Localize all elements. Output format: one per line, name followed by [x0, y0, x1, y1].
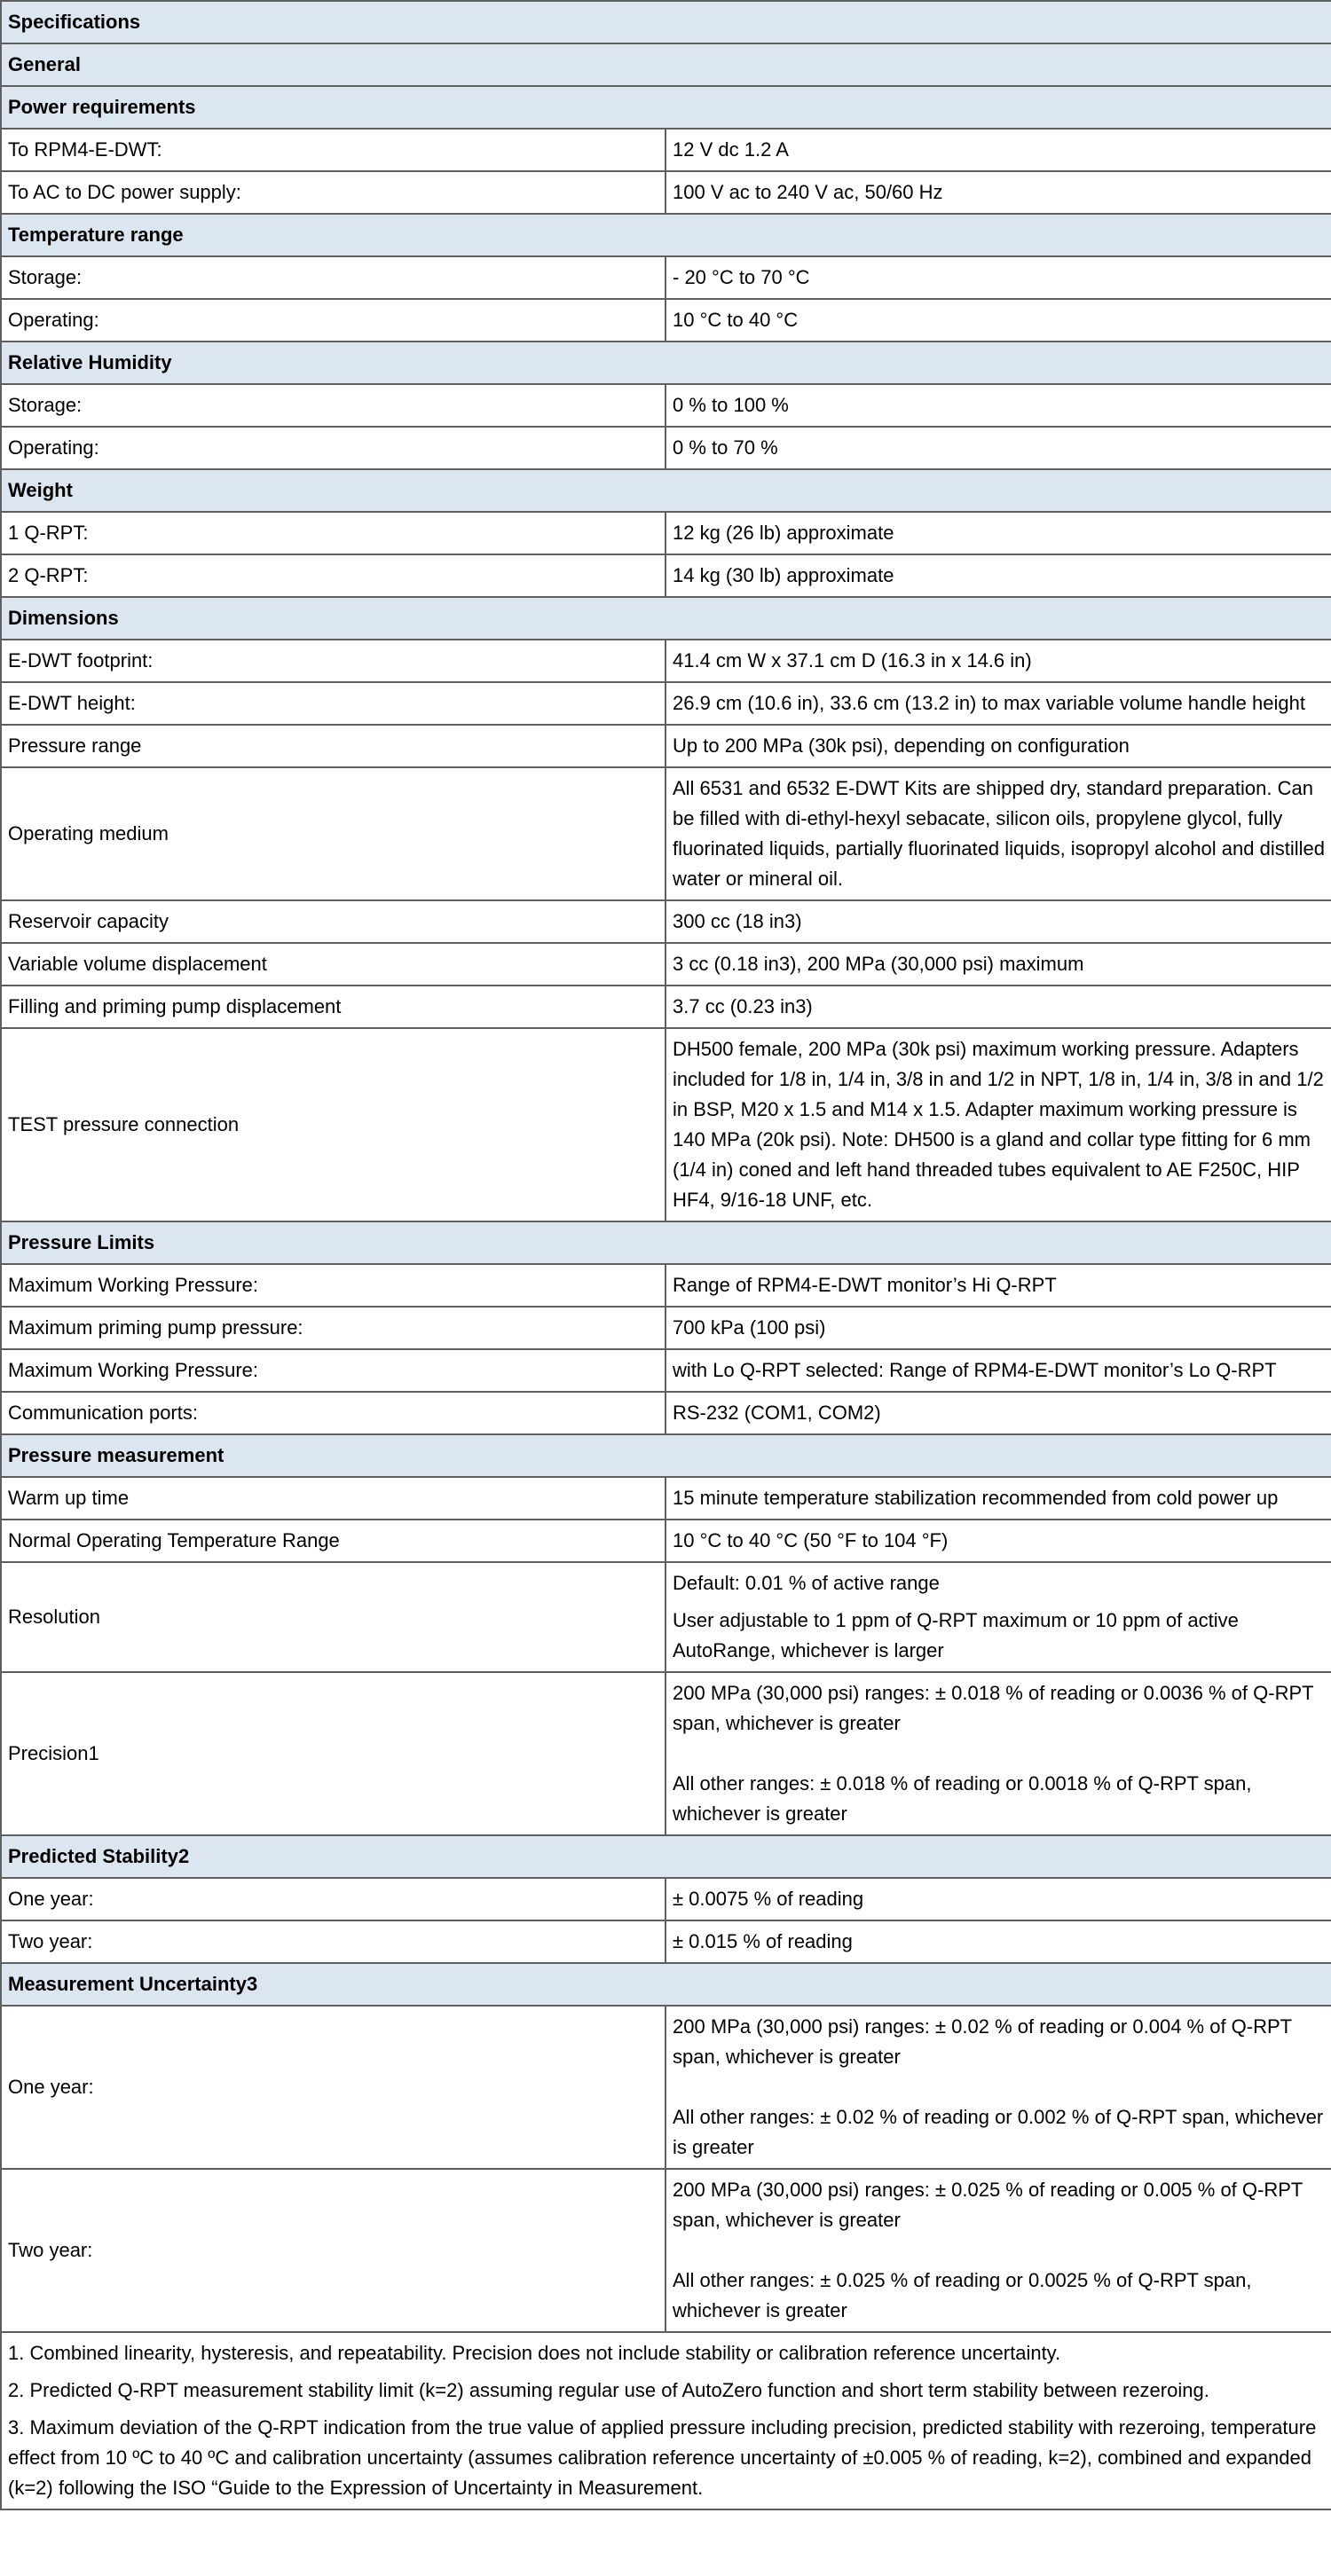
spec-label: One year: — [1, 1878, 666, 1920]
spec-value — [666, 1307, 1331, 1349]
spec-value — [666, 1028, 1331, 1221]
footnotes — [1, 2332, 1331, 2509]
section-heading: Dimensions — [1, 597, 1331, 640]
spec-label: Pressure range — [1, 725, 666, 767]
spec-value — [666, 640, 1331, 682]
spec-label: TEST pressure connection — [1, 1028, 666, 1221]
spec-value — [666, 1920, 1331, 1963]
spec-value-text: 0 % to 100 % — [673, 394, 789, 416]
spec-value — [666, 1392, 1331, 1434]
spec-value — [666, 1264, 1331, 1307]
table-row — [1, 900, 1331, 943]
table-row — [1, 1028, 1331, 1221]
spec-value — [666, 427, 1331, 469]
table-row — [1, 2169, 1331, 2332]
spec-label: To AC to DC power supply: — [1, 171, 666, 214]
spec-value-text: Default: 0.01 % of active range — [673, 1572, 940, 1594]
spec-value — [666, 1349, 1331, 1392]
table-title-row — [1, 1, 1331, 43]
spec-value-text: All other ranges: ± 0.018 % of reading or 0.0018 % of Q-RPT span, whichever is greater — [673, 1772, 1252, 1825]
table-row — [1, 1878, 1331, 1920]
table-row — [1, 1477, 1331, 1520]
spec-value-text: ± 0.0075 % of reading — [673, 1888, 864, 1910]
spec-value-text: 200 MPa (30,000 psi) ranges: ± 0.02 % of reading or 0.004 % of Q-RPT span, whichever is greater — [673, 2015, 1292, 2068]
spec-value-text: 12 V dc 1.2 A — [673, 138, 789, 161]
table-row — [1, 682, 1331, 725]
footnote-1: 1. Combined linearity, hysteresis, and repeatability. Precision does not include stability or calibration reference uncertainty. — [8, 2342, 1061, 2364]
spec-label: Precision1 — [1, 1672, 666, 1835]
section-header-relative-humidity — [1, 342, 1331, 384]
spec-value — [666, 900, 1331, 943]
spec-value-text: User adjustable to 1 ppm of Q-RPT maximum or 10 ppm of active AutoRange, whichever is larger — [673, 1609, 1239, 1661]
section-heading: Pressure Limits — [1, 1221, 1331, 1264]
spec-value — [666, 554, 1331, 597]
spec-label: One year: — [1, 2006, 666, 2169]
specifications-body — [1, 1, 1331, 2509]
spec-label: Variable volume displacement — [1, 943, 666, 986]
table-row — [1, 299, 1331, 342]
spec-value-text: 3.7 cc (0.23 in3) — [673, 995, 813, 1017]
table-row — [1, 767, 1331, 900]
section-heading: Predicted Stability2 — [1, 1835, 1331, 1878]
spec-value — [666, 1672, 1331, 1835]
section-header-measurement-uncertainty3 — [1, 1963, 1331, 2006]
spec-value-text: 12 kg (26 lb) approximate — [673, 522, 894, 544]
spec-label: Warm up time — [1, 1477, 666, 1520]
table-row — [1, 129, 1331, 171]
spec-value-text: Range of RPM4-E-DWT monitor’s Hi Q-RPT — [673, 1274, 1057, 1296]
spec-value-text: 10 °C to 40 °C (50 °F to 104 °F) — [673, 1529, 949, 1551]
spec-value-text: 3 cc (0.18 in3), 200 MPa (30,000 psi) maximum — [673, 953, 1084, 975]
section-header-pressure-limits — [1, 1221, 1331, 1264]
spec-value — [666, 1477, 1331, 1520]
section-header-weight — [1, 469, 1331, 512]
table-row — [1, 427, 1331, 469]
table-row — [1, 1562, 1331, 1672]
spec-value-text: DH500 female, 200 MPa (30k psi) maximum working pressure. Adapters included for 1/8 in, 1/4 in, 3/8 in and 1/2 in NPT, 1/8 in, 1/4 in, 3/8 in and 1/2 in BSP, M20 x 1.5 and M14 x 1.5. Adapter maximum working pressure is 140 MPa (20k psi). Note: DH500 is a gland and collar type fitting for 6 mm (1/4 in) coned and left hand threaded tubes equivalent to AE F250C, HIP HF4, 9/16-18 UNF, etc. — [673, 1038, 1324, 1211]
spec-value-text: All other ranges: ± 0.025 % of reading or 0.0025 % of Q-RPT span, whichever is greater — [673, 2269, 1252, 2321]
spec-label: To RPM4-E-DWT: — [1, 129, 666, 171]
section-heading: Weight — [1, 469, 1331, 512]
spec-label: Storage: — [1, 256, 666, 299]
spec-value-text: 200 MPa (30,000 psi) ranges: ± 0.018 % of reading or 0.0036 % of Q-RPT span, whichever is greater — [673, 1682, 1314, 1734]
spec-value — [666, 2169, 1331, 2332]
spec-label: Operating: — [1, 299, 666, 342]
spec-value — [666, 1878, 1331, 1920]
spec-label: Maximum priming pump pressure: — [1, 1307, 666, 1349]
spec-value-text: 10 °C to 40 °C — [673, 309, 799, 331]
spec-value — [666, 1562, 1331, 1672]
spec-value — [666, 384, 1331, 427]
spec-label: Two year: — [1, 1920, 666, 1963]
spec-value-text: All 6531 and 6532 E-DWT Kits are shipped dry, standard preparation. Can be filled with di-ethyl-hexyl sebacate, silicon oils, propylene glycol, fully fluorinated liquids, partially fluorinated liquids, isopropyl alcohol and distilled water or mineral oil. — [673, 777, 1325, 890]
table-row — [1, 1392, 1331, 1434]
spec-label: Maximum Working Pressure: — [1, 1349, 666, 1392]
spec-value — [666, 725, 1331, 767]
table-row — [1, 986, 1331, 1028]
spec-value — [666, 986, 1331, 1028]
spec-label: Operating: — [1, 427, 666, 469]
table-row — [1, 512, 1331, 554]
table-row — [1, 1672, 1331, 1835]
spec-label: Normal Operating Temperature Range — [1, 1520, 666, 1562]
spec-value-text: - 20 °C to 70 °C — [673, 266, 810, 288]
table-row — [1, 2006, 1331, 2169]
spec-value — [666, 767, 1331, 900]
spec-value-text: ± 0.015 % of reading — [673, 1930, 853, 1952]
table-row — [1, 640, 1331, 682]
footnote-3: 3. Maximum deviation of the Q-RPT indication from the true value of applied pressure including precision, predicted stability with rezeroing, temperature effect from 10 ºC to 40 ºC and calibration uncertainty (assumes calibration reference uncertainty of ±0.005 % of reading, k=2), combined and expanded (k=2) following the ISO “Guide to the Expression of Uncertainty in Measurement. — [8, 2416, 1317, 2499]
spec-value — [666, 299, 1331, 342]
spec-label: 1 Q-RPT: — [1, 512, 666, 554]
spec-value — [666, 682, 1331, 725]
section-header-dimensions — [1, 597, 1331, 640]
section-heading: Pressure measurement — [1, 1434, 1331, 1477]
spec-value-text: 41.4 cm W x 37.1 cm D (16.3 in x 14.6 in) — [673, 649, 1032, 671]
spec-label: Resolution — [1, 1562, 666, 1672]
spec-value — [666, 512, 1331, 554]
section-heading: Relative Humidity — [1, 342, 1331, 384]
spec-value-text: Up to 200 MPa (30k psi), depending on configuration — [673, 734, 1130, 757]
spec-value-text: 700 kPa (100 psi) — [673, 1316, 826, 1339]
section-header-general — [1, 43, 1331, 86]
spec-value — [666, 129, 1331, 171]
spec-value — [666, 1520, 1331, 1562]
spec-value-text: RS-232 (COM1, COM2) — [673, 1402, 881, 1424]
section-header-predicted-stability2 — [1, 1835, 1331, 1878]
table-row — [1, 171, 1331, 214]
section-heading: Power requirements — [1, 86, 1331, 129]
table-row — [1, 1520, 1331, 1562]
table-row — [1, 1920, 1331, 1963]
table-row — [1, 554, 1331, 597]
section-heading: Measurement Uncertainty3 — [1, 1963, 1331, 2006]
spec-value — [666, 2006, 1331, 2169]
spec-label: Communication ports: — [1, 1392, 666, 1434]
spec-label: E-DWT height: — [1, 682, 666, 725]
spec-value-text: 100 V ac to 240 V ac, 50/60 Hz — [673, 181, 943, 203]
table-row — [1, 1349, 1331, 1392]
footnote-2: 2. Predicted Q-RPT measurement stability limit (k=2) assuming regular use of AutoZero function and short term stability between rezeroing. — [8, 2379, 1209, 2401]
table-title: Specifications — [1, 1, 1331, 43]
spec-value-text: 15 minute temperature stabilization recommended from cold power up — [673, 1487, 1279, 1509]
spec-label: Operating medium — [1, 767, 666, 900]
spec-label: Storage: — [1, 384, 666, 427]
table-row — [1, 256, 1331, 299]
table-row — [1, 1307, 1331, 1349]
spec-label: Reservoir capacity — [1, 900, 666, 943]
spec-value-text: 0 % to 70 % — [673, 436, 778, 459]
spec-label: Maximum Working Pressure: — [1, 1264, 666, 1307]
spec-value — [666, 943, 1331, 986]
spec-label: Two year: — [1, 2169, 666, 2332]
spec-value-text: 26.9 cm (10.6 in), 33.6 cm (13.2 in) to max variable volume handle height — [673, 692, 1305, 714]
table-row — [1, 943, 1331, 986]
spec-value-text: 14 kg (30 lb) approximate — [673, 564, 894, 586]
spec-label: E-DWT footprint: — [1, 640, 666, 682]
section-heading: General — [1, 43, 1331, 86]
spec-value — [666, 256, 1331, 299]
table-row — [1, 384, 1331, 427]
section-heading: Temperature range — [1, 214, 1331, 256]
spec-value-text: 200 MPa (30,000 psi) ranges: ± 0.025 % of reading or 0.005 % of Q-RPT span, whichever is greater — [673, 2179, 1303, 2231]
spec-value — [666, 171, 1331, 214]
section-header-temperature-range — [1, 214, 1331, 256]
section-header-pressure-measurement — [1, 1434, 1331, 1477]
footnotes-row — [1, 2332, 1331, 2509]
spec-value-text: 300 cc (18 in3) — [673, 910, 802, 932]
spec-value-text: with Lo Q-RPT selected: Range of RPM4-E-DWT monitor’s Lo Q-RPT — [673, 1359, 1277, 1381]
section-header-power-requirements — [1, 86, 1331, 129]
spec-label: Filling and priming pump displacement — [1, 986, 666, 1028]
spec-label: 2 Q-RPT: — [1, 554, 666, 597]
table-row — [1, 1264, 1331, 1307]
spec-value-text: All other ranges: ± 0.02 % of reading or 0.002 % of Q-RPT span, whichever is greater — [673, 2106, 1324, 2158]
table-row — [1, 725, 1331, 767]
